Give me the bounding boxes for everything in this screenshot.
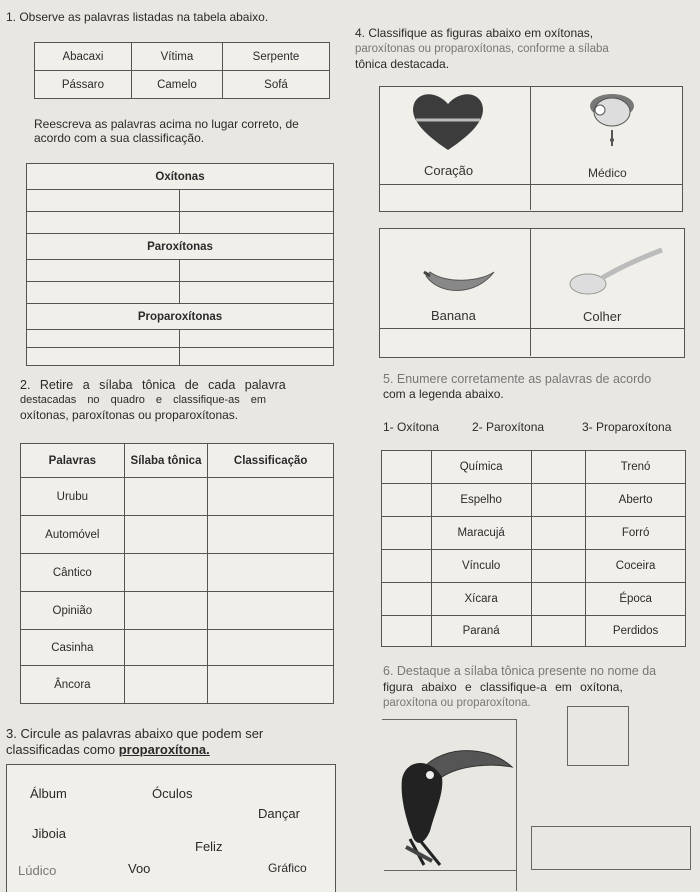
q5-table	[381, 450, 686, 647]
divider	[379, 184, 682, 185]
q3-word[interactable]: Álbum	[30, 786, 67, 801]
number-cell[interactable]	[531, 616, 586, 647]
divider	[384, 870, 516, 871]
answer-cell[interactable]	[124, 630, 208, 666]
divider	[379, 328, 684, 329]
q5-word: Aberto	[586, 484, 686, 517]
answer-cell[interactable]	[124, 516, 208, 554]
header-proparoxitonas: Proparoxítonas	[27, 304, 334, 330]
answer-cell[interactable]	[208, 554, 334, 592]
number-cell[interactable]	[531, 583, 586, 616]
number-cell[interactable]	[382, 550, 432, 583]
number-cell[interactable]	[382, 451, 432, 484]
q3-prompt-line2	[6, 742, 210, 757]
q6-prompt-line1: 6. Destaque a sílaba tônica presente no nome da	[383, 664, 657, 678]
answer-cell[interactable]	[180, 190, 334, 212]
col-silaba-tonica: Sílaba tônica	[124, 444, 208, 478]
answer-box[interactable]	[567, 706, 629, 766]
number-cell[interactable]	[382, 616, 432, 647]
answer-cell[interactable]	[208, 666, 334, 704]
q5-word: Química	[431, 451, 531, 484]
answer-cell[interactable]	[208, 478, 334, 516]
divider	[516, 719, 517, 891]
number-cell[interactable]	[382, 583, 432, 616]
answer-cell[interactable]	[27, 190, 180, 212]
q2-word: Casinha	[21, 630, 125, 666]
q1-prompt: 1. Observe as palavras listadas na tabela abaixo.	[6, 10, 269, 24]
divider	[382, 719, 516, 720]
answer-cell[interactable]	[180, 330, 334, 348]
q4-prompt-line3: tônica destacada.	[355, 57, 450, 71]
toucan-icon	[396, 735, 516, 869]
q1-classification-table	[26, 163, 334, 366]
q1-word: Sofá	[223, 71, 330, 99]
q2-word: Opinião	[21, 592, 125, 630]
q2-prompt-line1: 2. Retire a sílaba tônica de cada palavra	[20, 378, 286, 392]
q2-word: Âncora	[21, 666, 125, 704]
q3-word[interactable]: Lúdico	[18, 863, 57, 878]
number-cell[interactable]	[382, 517, 432, 550]
col-classificacao: Classificação	[208, 444, 334, 478]
number-cell[interactable]	[531, 451, 586, 484]
q5-legend-item: 3- Proparoxítona	[582, 420, 672, 434]
answer-cell[interactable]	[180, 212, 334, 234]
q1-instruction: Reescreva as palavras acima no lugar correto, de acordo com a sua classificação.	[34, 117, 299, 145]
doctor-icon	[582, 90, 642, 150]
answer-box[interactable]	[531, 826, 691, 870]
spoon-icon	[566, 244, 666, 300]
q3-word[interactable]: Dançar	[258, 806, 300, 821]
answer-cell[interactable]	[124, 478, 208, 516]
q1-word: Serpente	[223, 43, 330, 71]
q5-word: Coceira	[586, 550, 686, 583]
q2-table	[20, 443, 334, 704]
answer-cell[interactable]	[180, 348, 334, 366]
q6-prompt-line2: figura abaixo e classifique-a em oxítona,	[383, 680, 623, 694]
divider	[530, 86, 531, 210]
answer-cell[interactable]	[27, 282, 180, 304]
q1-word: Abacaxi	[35, 43, 132, 71]
divider	[530, 228, 531, 356]
q1-word-table	[34, 42, 330, 99]
header-oxitonas: Oxítonas	[27, 164, 334, 190]
q2-word: Automóvel	[21, 516, 125, 554]
q2-word: Cântico	[21, 554, 125, 592]
number-cell[interactable]	[382, 484, 432, 517]
q3-word[interactable]: Jiboia	[32, 826, 66, 841]
col-palavras: Palavras	[21, 444, 125, 478]
q3-word[interactable]: Óculos	[152, 786, 193, 801]
q4-prompt-line1: 4. Classifique as figuras abaixo em oxítonas,	[355, 26, 594, 40]
q3-keyword: proparoxítona.	[118, 742, 210, 757]
q5-word: Vínculo	[431, 550, 531, 583]
q1-word: Camelo	[131, 71, 222, 99]
answer-cell[interactable]	[124, 592, 208, 630]
q5-word: Época	[586, 583, 686, 616]
answer-cell[interactable]	[124, 554, 208, 592]
q5-prompt-line2: com a legenda abaixo.	[383, 387, 504, 401]
answer-cell[interactable]	[208, 516, 334, 554]
q5-word: Espelho	[431, 484, 531, 517]
q2-prompt-line2: destacadas no quadro e classifique-as em	[20, 394, 267, 406]
header-paroxitonas: Paroxítonas	[27, 234, 334, 260]
answer-cell[interactable]	[27, 212, 180, 234]
q5-word: Xícara	[431, 583, 531, 616]
q3-word[interactable]: Feliz	[195, 839, 223, 854]
q2-prompt-line3: oxítonas, paroxítonas ou proparoxítonas.	[20, 408, 239, 422]
number-cell[interactable]	[531, 484, 586, 517]
figure-label: Colher	[583, 309, 622, 324]
q5-word: Forró	[586, 517, 686, 550]
heart-icon	[408, 90, 488, 152]
q5-prompt-line1: 5. Enumere corretamente as palavras de acordo	[383, 372, 652, 386]
number-cell[interactable]	[531, 550, 586, 583]
number-cell[interactable]	[531, 517, 586, 550]
answer-cell[interactable]	[27, 348, 180, 366]
figure-label: Banana	[431, 308, 476, 323]
figure-label: Coração	[424, 163, 474, 178]
q1-word: Pássaro	[35, 71, 132, 99]
q5-word: Paraná	[431, 616, 531, 647]
answer-cell[interactable]	[208, 592, 334, 630]
answer-cell[interactable]	[180, 282, 334, 304]
q3-word[interactable]: Gráfico	[268, 861, 307, 875]
answer-cell[interactable]	[27, 260, 180, 282]
q3-word[interactable]: Voo	[128, 861, 151, 876]
q3-prompt-text: classificadas como	[6, 742, 119, 757]
q3-prompt-line1: 3. Circule as palavras abaixo que podem ser	[6, 726, 264, 741]
q2-word: Urubu	[21, 478, 125, 516]
figure-label: Médico	[588, 166, 627, 180]
q5-legend-item: 1- Oxítona	[383, 420, 440, 434]
banana-icon	[420, 262, 500, 302]
q4-prompt-line2: paroxítonas ou proparoxítonas, conforme a sílaba	[355, 43, 609, 55]
q1-word: Vítima	[131, 43, 222, 71]
q5-word: Trenó	[586, 451, 686, 484]
answer-cell[interactable]	[208, 630, 334, 666]
answer-cell[interactable]	[180, 260, 334, 282]
q6-prompt-line3: paroxítona ou proparoxítona.	[383, 697, 531, 709]
answer-cell[interactable]	[124, 666, 208, 704]
q5-legend-item: 2- Paroxítona	[472, 420, 545, 434]
answer-cell[interactable]	[27, 330, 180, 348]
q5-word: Perdidos	[586, 616, 686, 647]
q5-word: Maracujá	[431, 517, 531, 550]
